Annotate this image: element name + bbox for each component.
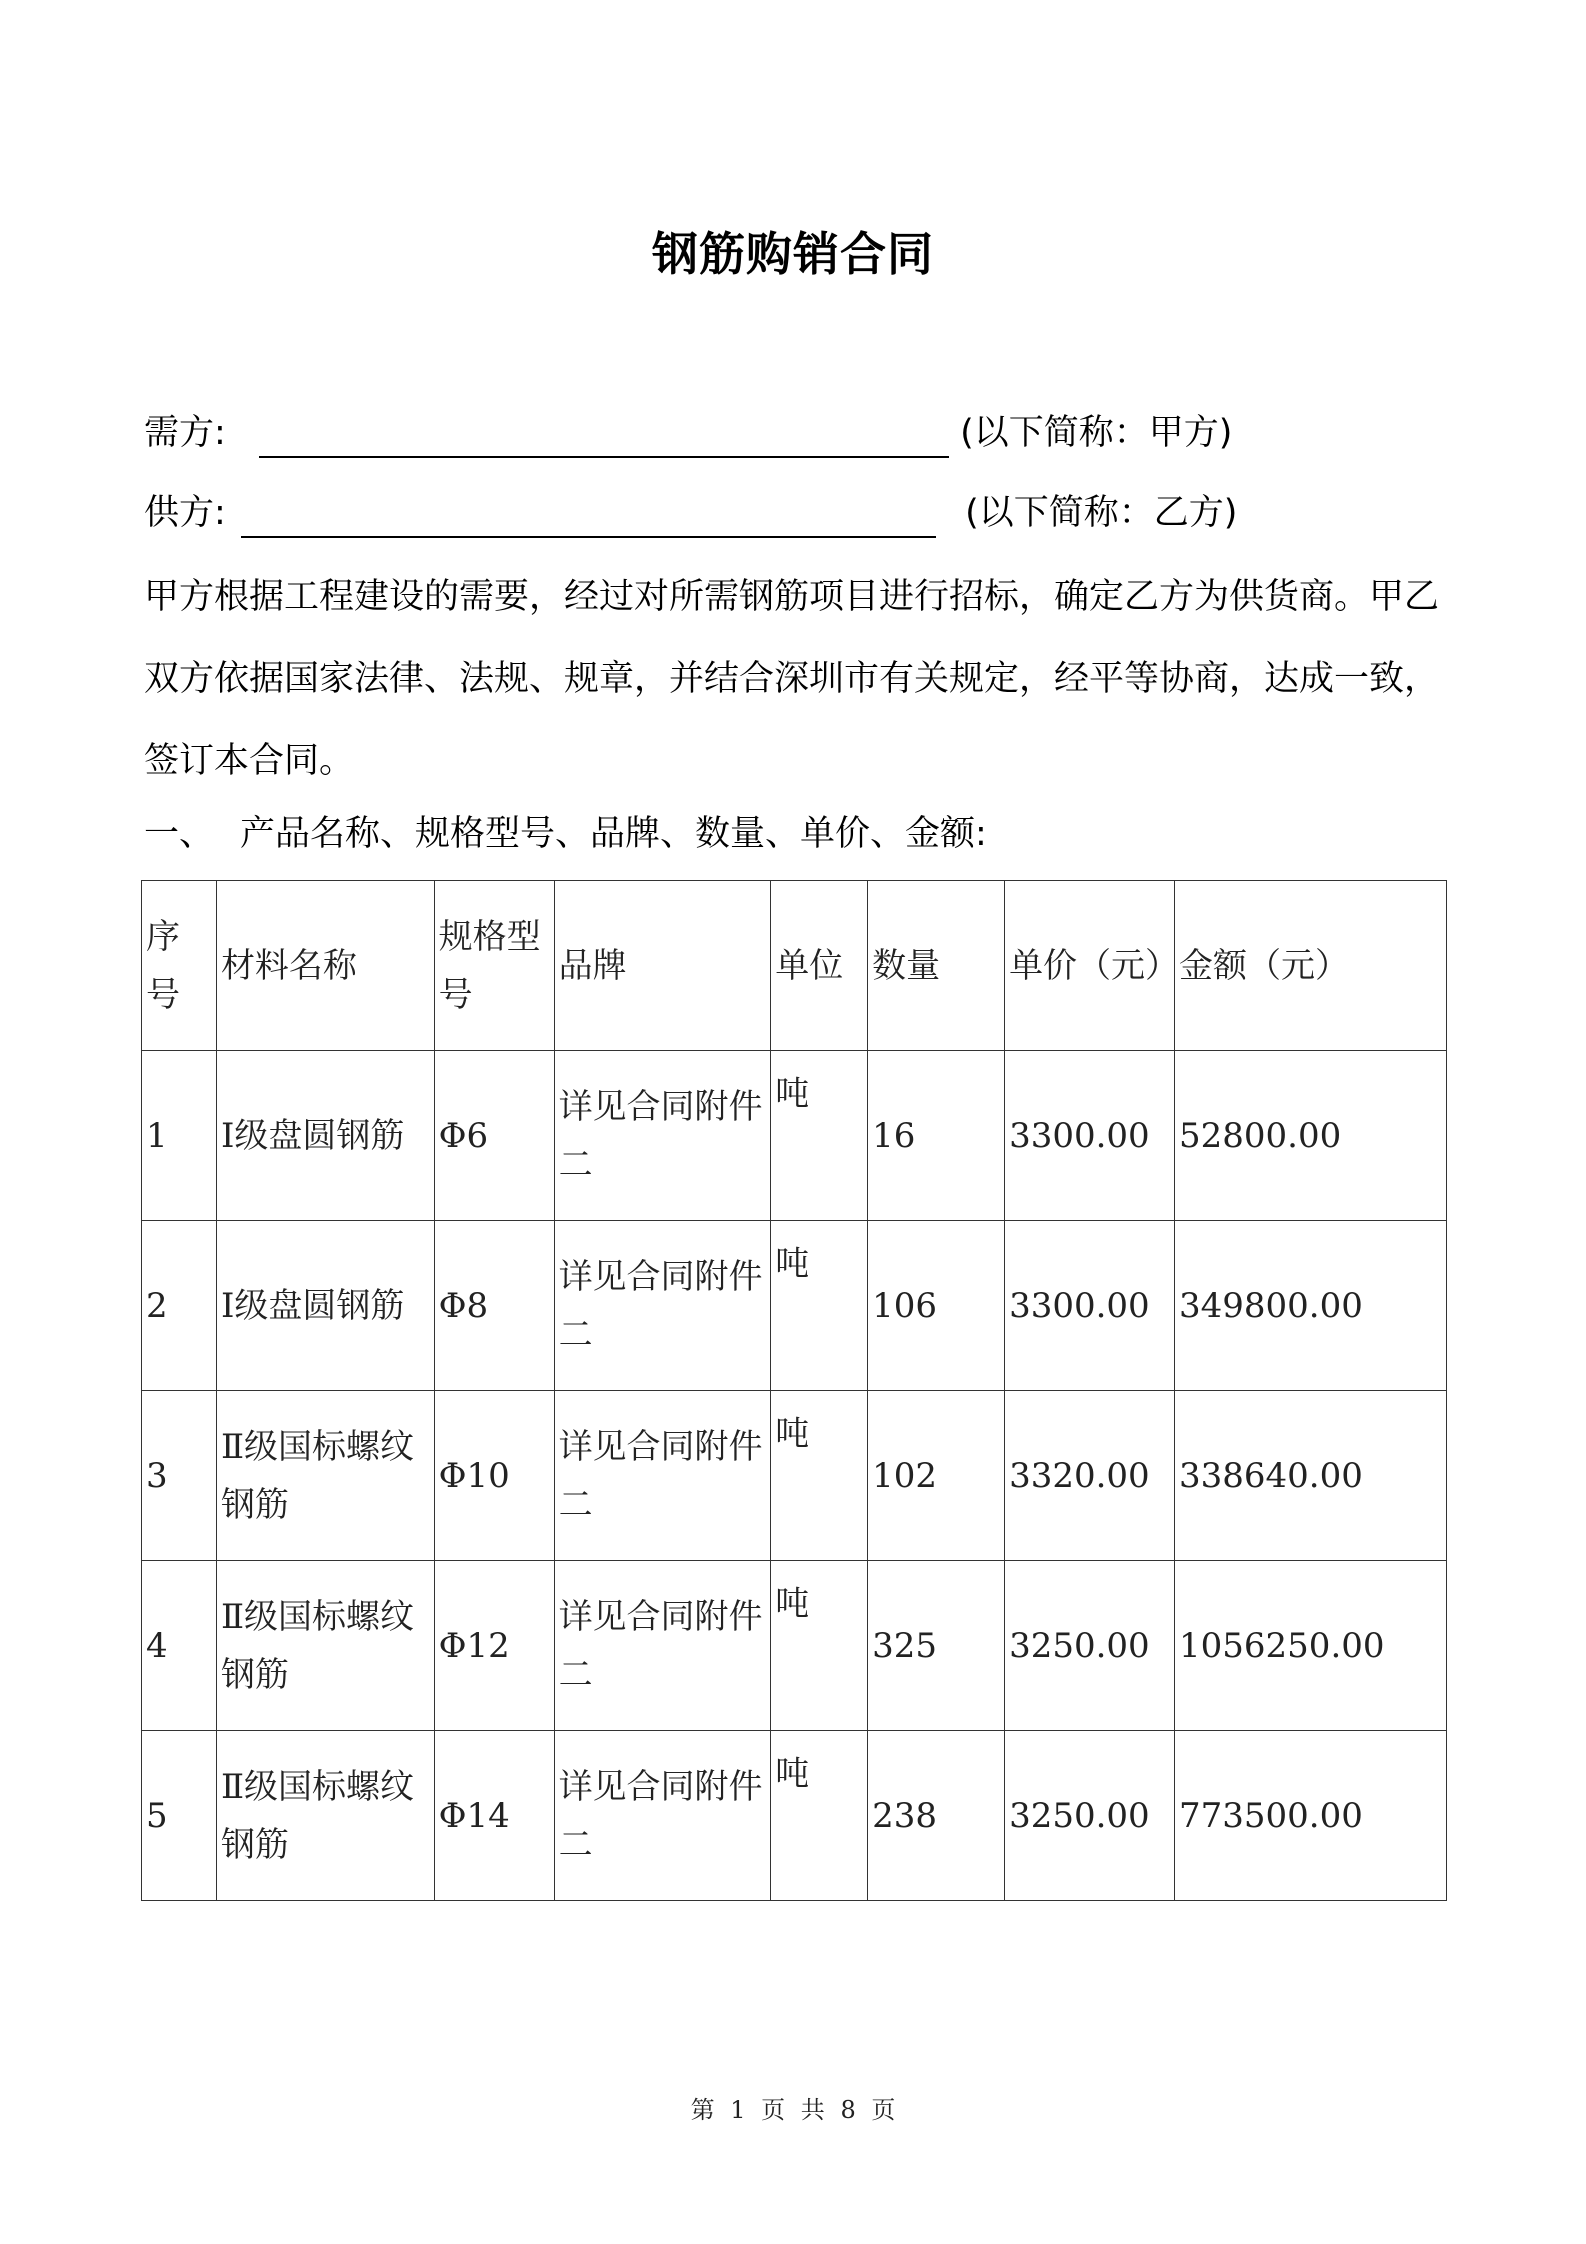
- cell-amount: 52800.00: [1175, 1051, 1447, 1221]
- seller-label: 供方:: [144, 493, 226, 533]
- header-cell: 单位: [771, 881, 868, 1051]
- cell-qty: 102: [868, 1391, 1005, 1561]
- header-cell: 序号: [142, 881, 217, 1051]
- page-footer: 第 1 页 共 8 页: [690, 2096, 896, 2124]
- cell-spec: Φ6: [434, 1051, 554, 1221]
- cell-price: 3320.00: [1005, 1391, 1175, 1561]
- header-cell: 品牌: [554, 881, 771, 1051]
- cell-brand: 详见合同附件二: [554, 1561, 771, 1731]
- buyer-suffix: (以下简称：甲方): [960, 413, 1233, 453]
- section-number: 一、: [144, 814, 215, 854]
- table-header-row: [142, 881, 1447, 1051]
- seller-suffix: (以下简称：乙方): [965, 493, 1238, 533]
- table-row: [142, 1391, 1447, 1561]
- cell-name: Ⅱ级国标螺纹钢筋: [216, 1731, 434, 1901]
- cell-amount: 349800.00: [1175, 1221, 1447, 1391]
- intro-paragraph: 甲方根据工程建设的需要，经过对所需钢筋项目进行招标，确定乙方为供货商。甲乙双方依据国家法律、法规、规章，并结合深圳市有关规定，经平等协商，达成一致，签订本合同。: [144, 577, 1440, 781]
- buyer-line: [144, 408, 1232, 458]
- cell-amount: 338640.00: [1175, 1391, 1447, 1561]
- seller-line: [144, 488, 1237, 538]
- cell-name: Ⅱ级国标螺纹钢筋: [216, 1391, 434, 1561]
- cell-amount: 1056250.00: [1175, 1561, 1447, 1731]
- cell-unit: 吨: [771, 1051, 868, 1221]
- cell-qty: 325: [868, 1561, 1005, 1731]
- cell-spec: Φ10: [434, 1391, 554, 1561]
- cell-brand: 详见合同附件二: [554, 1731, 771, 1901]
- cell-price: 3250.00: [1005, 1561, 1175, 1731]
- header-cell: 材料名称: [216, 881, 434, 1051]
- cell-spec: Φ12: [434, 1561, 554, 1731]
- cell-spec: Φ8: [434, 1221, 554, 1391]
- table-row: [142, 1731, 1447, 1901]
- cell-qty: 238: [868, 1731, 1005, 1901]
- goods-table: [141, 880, 1447, 1901]
- cell-no: 3: [142, 1391, 217, 1561]
- cell-spec: Φ14: [434, 1731, 554, 1901]
- cell-no: 2: [142, 1221, 217, 1391]
- seller-name-field[interactable]: [241, 492, 936, 538]
- cell-unit: 吨: [771, 1391, 868, 1561]
- cell-no: 4: [142, 1561, 217, 1731]
- cell-amount: 773500.00: [1175, 1731, 1447, 1901]
- section-heading: [144, 806, 987, 856]
- cell-price: 3300.00: [1005, 1051, 1175, 1221]
- header-cell: 单价（元）: [1005, 881, 1175, 1051]
- header-cell: 数量: [868, 881, 1005, 1051]
- cell-brand: 详见合同附件二: [554, 1221, 771, 1391]
- header-cell: 金额（元）: [1175, 881, 1447, 1051]
- cell-price: 3250.00: [1005, 1731, 1175, 1901]
- cell-qty: 106: [868, 1221, 1005, 1391]
- cell-brand: 详见合同附件二: [554, 1391, 771, 1561]
- header-cell: 规格型号: [434, 881, 554, 1051]
- buyer-label: 需方:: [144, 413, 226, 453]
- cell-unit: 吨: [771, 1221, 868, 1391]
- cell-no: 1: [142, 1051, 217, 1221]
- buyer-name-field[interactable]: [259, 412, 949, 458]
- table-row: [142, 1051, 1447, 1221]
- cell-name: Ⅰ级盘圆钢筋: [216, 1221, 434, 1391]
- cell-unit: 吨: [771, 1561, 868, 1731]
- table-row: [142, 1561, 1447, 1731]
- cell-name: Ⅱ级国标螺纹钢筋: [216, 1561, 434, 1731]
- document-title: 钢筋购销合同: [652, 227, 934, 281]
- cell-no: 5: [142, 1731, 217, 1901]
- table-row: [142, 1221, 1447, 1391]
- section-title: 产品名称、规格型号、品牌、数量、单价、金额:: [240, 814, 987, 854]
- cell-brand: 详见合同附件二: [554, 1051, 771, 1221]
- cell-unit: 吨: [771, 1731, 868, 1901]
- cell-price: 3300.00: [1005, 1221, 1175, 1391]
- cell-qty: 16: [868, 1051, 1005, 1221]
- cell-name: Ⅰ级盘圆钢筋: [216, 1051, 434, 1221]
